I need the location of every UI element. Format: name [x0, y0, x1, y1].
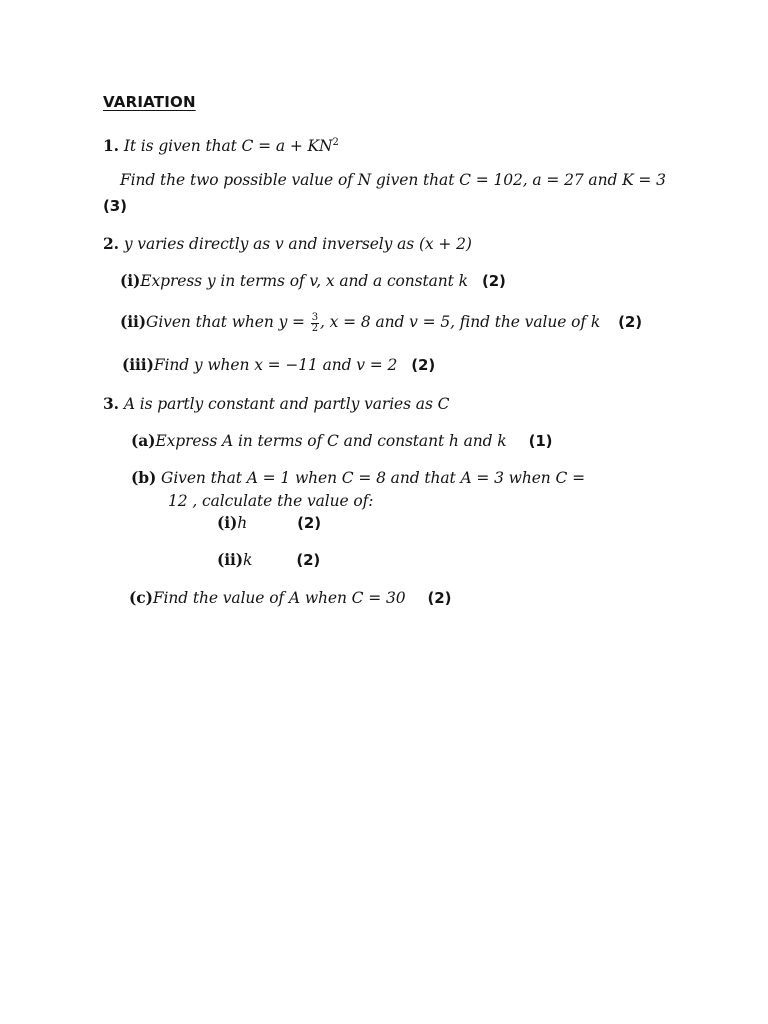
question-1-exponent: 2 — [332, 137, 339, 148]
question-2-part-i-label: (i) — [120, 271, 141, 290]
question-3 — [103, 394, 449, 414]
question-2-part-ii-marks: (2) — [618, 313, 642, 331]
question-1-task: Find the two possible value of N given that C = 102, a = 27 and K = 3 — [120, 171, 666, 189]
question-3-part-b-i — [217, 513, 321, 533]
question-1-marks: (3) — [103, 197, 127, 215]
question-2-number: 2. — [103, 234, 119, 253]
question-2-part-ii-label: (ii) — [120, 312, 147, 331]
question-2-part-ii — [120, 312, 642, 334]
question-2-part-iii — [122, 355, 435, 375]
question-3-part-b-label: (b) — [131, 468, 157, 487]
question-3-part-b-text-line-1: Given that A = 1 when C = 8 and that A = 3 when C = — [156, 469, 585, 487]
question-2-part-i-text: Express y in terms of v, x and a constant k — [140, 272, 468, 290]
question-3-part-a-text: Express A in terms of C and constant h and k — [155, 432, 507, 450]
question-3-part-b-line-2: 12 , calculate the value of: — [168, 492, 374, 510]
question-3-part-c-text: Find the value of A when C = 30 — [152, 589, 406, 607]
question-3-part-b-i-label: (i) — [217, 513, 238, 532]
question-3-part-a-label: (a) — [131, 431, 156, 450]
question-3-part-a — [131, 431, 552, 451]
fraction-three-halves — [311, 313, 319, 334]
question-3-stem: A is partly constant and partly varies as C — [123, 395, 450, 413]
question-3-part-b-line-1 — [131, 468, 585, 488]
question-3-part-b-ii — [217, 550, 320, 570]
question-2-part-i — [120, 271, 506, 291]
question-2 — [103, 234, 472, 254]
question-3-part-c-marks: (2) — [427, 589, 452, 607]
question-2-part-iii-label: (iii) — [122, 355, 154, 374]
question-3-part-a-marks: (1) — [528, 432, 553, 450]
question-1-prefix: It is given that C = a + KN — [123, 137, 333, 155]
question-3-part-b-ii-text: k — [243, 551, 253, 569]
fraction-numerator: 3 — [311, 311, 319, 323]
fraction-denominator: 2 — [311, 322, 319, 334]
question-2-part-ii-text-after: , x = 8 and v = 5, find the value of k — [320, 313, 601, 331]
question-3-part-b-i-text: h — [237, 514, 248, 532]
question-3-part-b-ii-marks: (2) — [296, 551, 321, 569]
question-3-part-c — [129, 588, 451, 608]
question-3-number: 3. — [103, 394, 119, 413]
question-1-number: 1. — [103, 136, 119, 155]
question-2-part-i-marks: (2) — [481, 272, 506, 290]
question-3-part-b-ii-label: (ii) — [217, 550, 244, 569]
page-title: VARIATION — [103, 93, 196, 111]
question-2-part-ii-text-before: Given that when y = — [146, 313, 310, 331]
question-2-stem: y varies directly as v and inversely as (x + 2) — [123, 235, 472, 253]
question-2-part-iii-marks: (2) — [411, 356, 436, 374]
question-2-part-iii-text: Find y when x = −11 and v = 2 — [153, 356, 398, 374]
question-3-part-b-i-marks: (2) — [297, 514, 322, 532]
question-1 — [103, 133, 339, 156]
question-3-part-c-label: (c) — [129, 588, 153, 607]
